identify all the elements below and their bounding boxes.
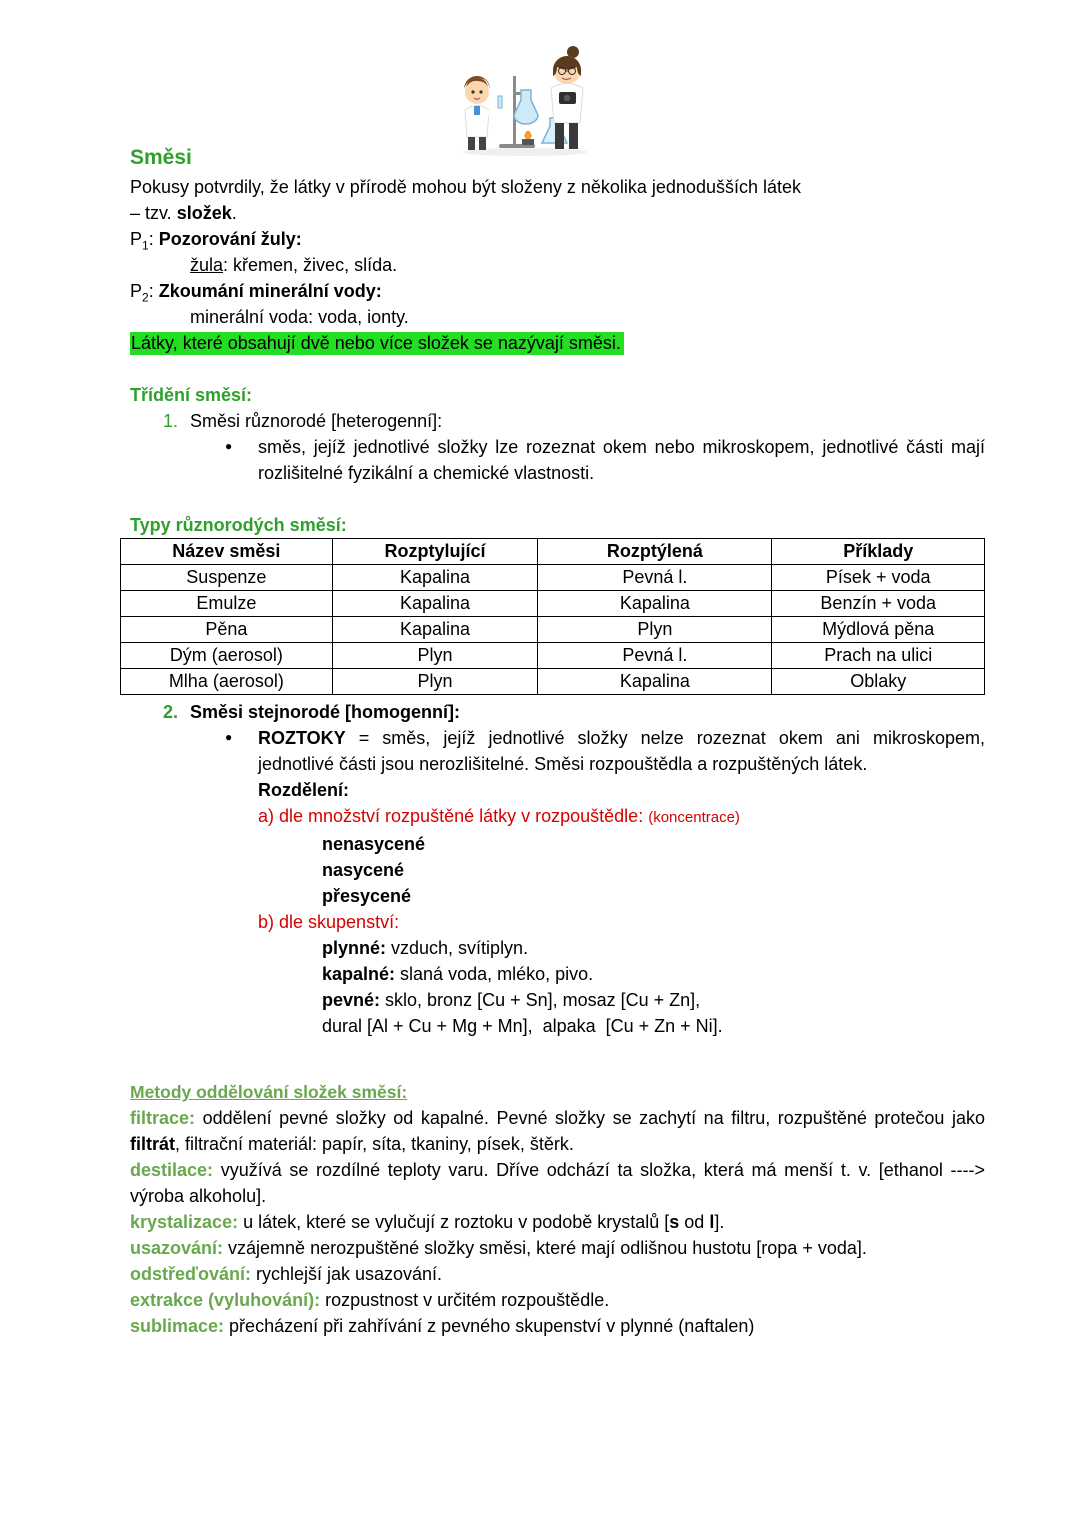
method-sedimentation: usazování: vzájemně nerozpuštěné složky směsi, které mají odlišnou hustotu [ropa + voda]. [130, 1238, 867, 1258]
method-crystallization: krystalizace: u látek, které se vylučují z roztoku v podobě krystalů [s od l]. [130, 1212, 725, 1232]
column-header: Rozptýlená [538, 539, 772, 565]
division-label: Rozdělení: [258, 780, 350, 800]
column-header: Příklady [772, 539, 985, 565]
document-content [0, 144, 1080, 1339]
method-sublimation: sublimace: přecházení při zahřívání z pevného skupenství v plynné (naftalen) [130, 1316, 755, 1336]
experiment-2-detail: minerální voda: voda, ionty. [190, 307, 409, 327]
method-keyword: destilace: [130, 1160, 214, 1180]
state-item: dural [Al + Cu + Mg + Mn], alpaka [Cu + Zn + Ni]. [322, 1016, 723, 1036]
state-item: plynné: vzduch, svítiplyn. [322, 938, 529, 958]
experiment-2-line: $P_2$: Zkoumání minerální vody: [130, 281, 382, 305]
method-keyword: usazování: [130, 1238, 224, 1258]
table-cell: Pěna [121, 617, 333, 643]
page-title: Směsi [130, 146, 192, 169]
table-cell: Suspenze [121, 565, 333, 591]
method-filtration: filtrace: oddělení pevné složky od kapalné. Pevné složky se zachytí na filtru, rozpuštěné protečou jako filtrát, filtrační materiál: papír, síta, tkaniny, písek, štěrk. [130, 1108, 985, 1154]
table-cell: Písek + voda [772, 565, 985, 591]
heterogeneous-description [225, 434, 985, 486]
table-cell: Kapalina [332, 617, 538, 643]
concentration-note: (koncentrace) [648, 809, 740, 826]
table-cell: Plyn [332, 669, 538, 695]
state-item: kapalné: slaná voda, mléko, pivo. [322, 964, 594, 984]
column-header: Název směsi [121, 539, 333, 565]
bullet-text: ROZTOKY = směs, jejíž jednotlivé složky nelze rozeznat okem ani mikroskopem, jednotlivé části jsou nerozlišitelné. Směsi rozpouštědla a rozpuštěných látek. [258, 728, 985, 774]
method-keyword: sublimace: [130, 1316, 225, 1336]
division-a-line: a) dle množství rozpuštěné látky v rozpouštědle: (koncentrace) [258, 806, 740, 826]
saturation-item: nasycené [322, 860, 405, 880]
division-b-line: b) dle skupenství: [258, 912, 400, 932]
scientists-illustration [447, 40, 597, 158]
table-cell: Mýdlová pěna [772, 617, 985, 643]
highlight-line [130, 330, 985, 356]
flask-icon [514, 90, 538, 124]
table-cell: Kapalina [332, 565, 538, 591]
list-number: 2. [163, 702, 179, 722]
intro-paragraph [130, 174, 985, 226]
experiment-1-line: $P_1$: Pozorování žuly: [130, 229, 302, 253]
method-keyword: filtrace: [130, 1108, 196, 1128]
table-cell: Pevná l. [538, 643, 772, 669]
subscript: 2 [142, 290, 149, 305]
bullet-icon: ● [225, 730, 233, 744]
table-cell: Mlha (aerosol) [121, 669, 333, 695]
method-distillation: destilace: využívá se rozdílné teploty varu. Dříve odchází ta složka, která má menší t. v. [ethanol ----> výroba alkoholu]. [130, 1160, 985, 1206]
method-keyword: odstřeďování: [130, 1264, 251, 1284]
state-item: pevné: sklo, bronz [Cu + Sn], mosaz [Cu + Zn], [322, 990, 701, 1010]
homogeneous-description [225, 725, 985, 777]
method-extraction: extrakce (vyluhování): rozpustnost v určitém rozpouštědle. [130, 1290, 610, 1310]
table-cell: Dým (aerosol) [121, 643, 333, 669]
bullet-icon: ● [225, 439, 233, 453]
methods-heading: Metody oddělování složek směsí: [130, 1082, 408, 1102]
table-cell: Kapalina [538, 591, 772, 617]
underlined-term: žula [190, 255, 224, 275]
table-cell: Emulze [121, 591, 333, 617]
types-heading: Typy různorodých směsí: [130, 515, 347, 535]
list-item-heterogeneous [163, 408, 985, 434]
intro-line-1: Pokusy potvrdily, že látky v přírodě mohou být složeny z několika jednodušších látek [130, 177, 802, 197]
table-row [121, 617, 985, 643]
table-cell: Kapalina [538, 669, 772, 695]
table-cell: Plyn [332, 643, 538, 669]
saturation-item: přesycené [322, 886, 412, 906]
list-item-label: Směsi různorodé [heterogenní]: [190, 411, 443, 431]
table-cell: Benzín + voda [772, 591, 985, 617]
table-cell: Plyn [538, 617, 772, 643]
list-item-homogeneous [163, 699, 985, 725]
table-cell: Pevná l. [538, 565, 772, 591]
method-centrifugation: odstřeďování: rychlejší jak usazování. [130, 1264, 443, 1284]
boy-scientist-icon [464, 76, 502, 150]
highlighted-definition: Látky, které obsahují dvě nebo více složek se nazývají směsi. [130, 332, 624, 355]
table-row [121, 565, 985, 591]
bullet-text: směs, jejíž jednotlivé složky lze rozeznat okem nebo mikroskopem, jednotlivé části mají rozlišitelné fyzikální a chemické vlastnosti. [258, 437, 985, 483]
table-row [121, 669, 985, 695]
method-keyword: extrakce (vyluhování): [130, 1290, 321, 1310]
table-row [121, 643, 985, 669]
saturation-item: nenasycené [322, 834, 426, 854]
intro-line-2: – tzv. složek. [130, 203, 237, 223]
table-cell: Kapalina [332, 591, 538, 617]
subscript: 1 [142, 238, 149, 253]
scientists-illustration-svg [447, 40, 597, 158]
table-row [121, 591, 985, 617]
table-cell: Prach na ulici [772, 643, 985, 669]
mixture-types-table [120, 538, 985, 695]
sorting-heading: Třídění směsí: [130, 385, 253, 405]
burner-flame-icon [524, 131, 532, 140]
table-header-row [121, 539, 985, 565]
experiment-1-detail: žula: křemen, živec, slída. [190, 255, 398, 275]
woman-scientist-icon [551, 46, 583, 149]
list-number: 1. [163, 411, 179, 431]
list-item-label: Směsi stejnorodé [homogenní]: [190, 702, 461, 722]
column-header: Rozptylující [332, 539, 538, 565]
table-cell: Oblaky [772, 669, 985, 695]
method-keyword: krystalizace: [130, 1212, 239, 1232]
